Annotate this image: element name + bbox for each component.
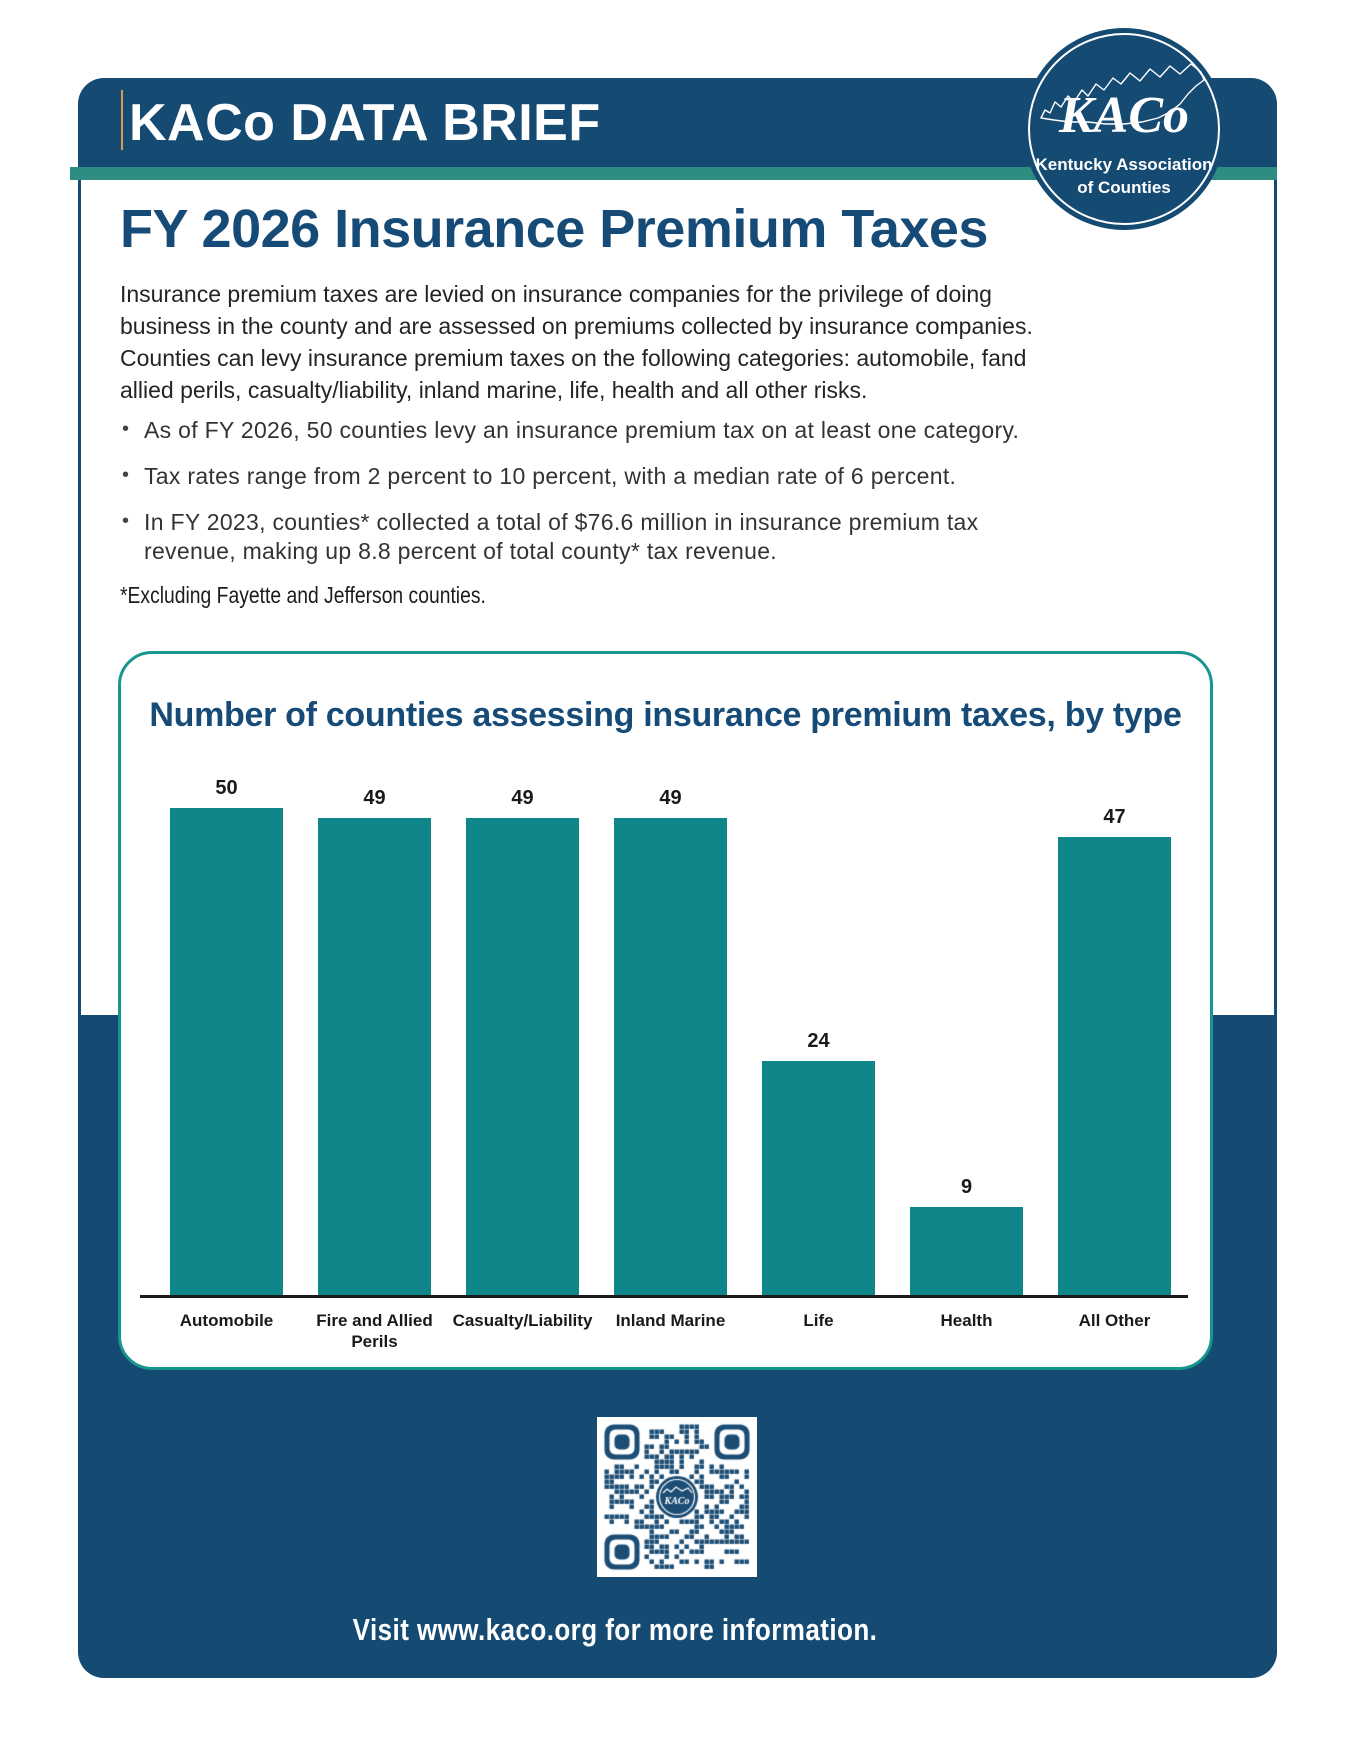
chart-plot xyxy=(140,775,1188,1295)
chart-bar xyxy=(910,1207,1023,1295)
bullet-item xyxy=(120,508,1019,566)
text-line: revenue, making up 8.8 percent of total county* tax revenue. xyxy=(144,538,777,564)
logo-org-line-2: of Counties xyxy=(1077,178,1171,197)
chart-bar xyxy=(1058,837,1171,1295)
bar-value-label: 49 xyxy=(659,787,682,809)
qr-code xyxy=(597,1417,757,1577)
category-label: Health xyxy=(940,1311,993,1330)
logo-acronym: KACo xyxy=(1058,87,1190,144)
text-line: Counties can levy insurance premium taxes on the following categories: automobile, fand xyxy=(120,345,1027,371)
category-label: Life xyxy=(803,1311,834,1330)
category-label: Casualty/Liability xyxy=(452,1311,593,1330)
footer-text: Visit www.kaco.org for more information. xyxy=(352,1612,878,1647)
chart-bar xyxy=(466,818,579,1295)
kaco-logo xyxy=(1023,28,1225,230)
qr-code-canvas xyxy=(597,1417,757,1577)
header-accent-line xyxy=(121,90,123,150)
bar-value-label: 49 xyxy=(363,787,386,809)
bullet-list xyxy=(120,416,1019,583)
category-label: Fire and Allied Perils xyxy=(316,1311,433,1351)
page-title: KACo DATA BRIEF xyxy=(129,94,601,152)
chart-bar xyxy=(170,808,283,1295)
text-line: business in the county and are assessed on premiums collected by insurance companies. xyxy=(120,313,1033,339)
category-label: Automobile xyxy=(179,1311,274,1330)
chart-bar xyxy=(614,818,727,1295)
bullet-item xyxy=(120,416,1019,445)
category-label: All Other xyxy=(1078,1311,1151,1330)
chart-bar xyxy=(762,1061,875,1295)
bar-value-label: 47 xyxy=(1103,806,1126,828)
chart-card xyxy=(118,651,1213,1370)
bar-value-label: 24 xyxy=(807,1030,830,1052)
bullet-item xyxy=(120,462,1019,491)
bar-value-label: 49 xyxy=(511,787,534,809)
text-line: allied perils, casualty/liability, inland marine, life, health and all other risks. xyxy=(120,377,868,403)
text-line: • In FY 2023, counties* collected a total of $76.6 million in insurance premium tax xyxy=(144,509,979,535)
bar-value-label: 9 xyxy=(960,1176,973,1198)
chart-title: Number of counties assessing insurance premium taxes, by type xyxy=(149,696,1182,734)
footnote: *Excluding Fayette and Jefferson counties. xyxy=(120,582,486,608)
category-label: Inland Marine xyxy=(615,1311,726,1330)
chart-category-labels xyxy=(140,1310,1188,1360)
bar-value-label: 50 xyxy=(215,777,238,799)
intro-paragraph xyxy=(120,278,1033,406)
text-line: Insurance premium taxes are levied on insurance companies for the privilege of doing xyxy=(120,281,992,307)
text-line: • Tax rates range from 2 percent to 10 percent, with a median rate of 6 percent. xyxy=(144,463,957,489)
text-line: • As of FY 2026, 50 counties levy an insurance premium tax on at least one category. xyxy=(144,417,1020,443)
chart-bar xyxy=(318,818,431,1295)
logo-org-line-1: Kentucky Association xyxy=(1035,155,1213,174)
document-title: FY 2026 Insurance Premium Taxes xyxy=(120,199,988,259)
chart-x-axis xyxy=(140,1295,1188,1298)
